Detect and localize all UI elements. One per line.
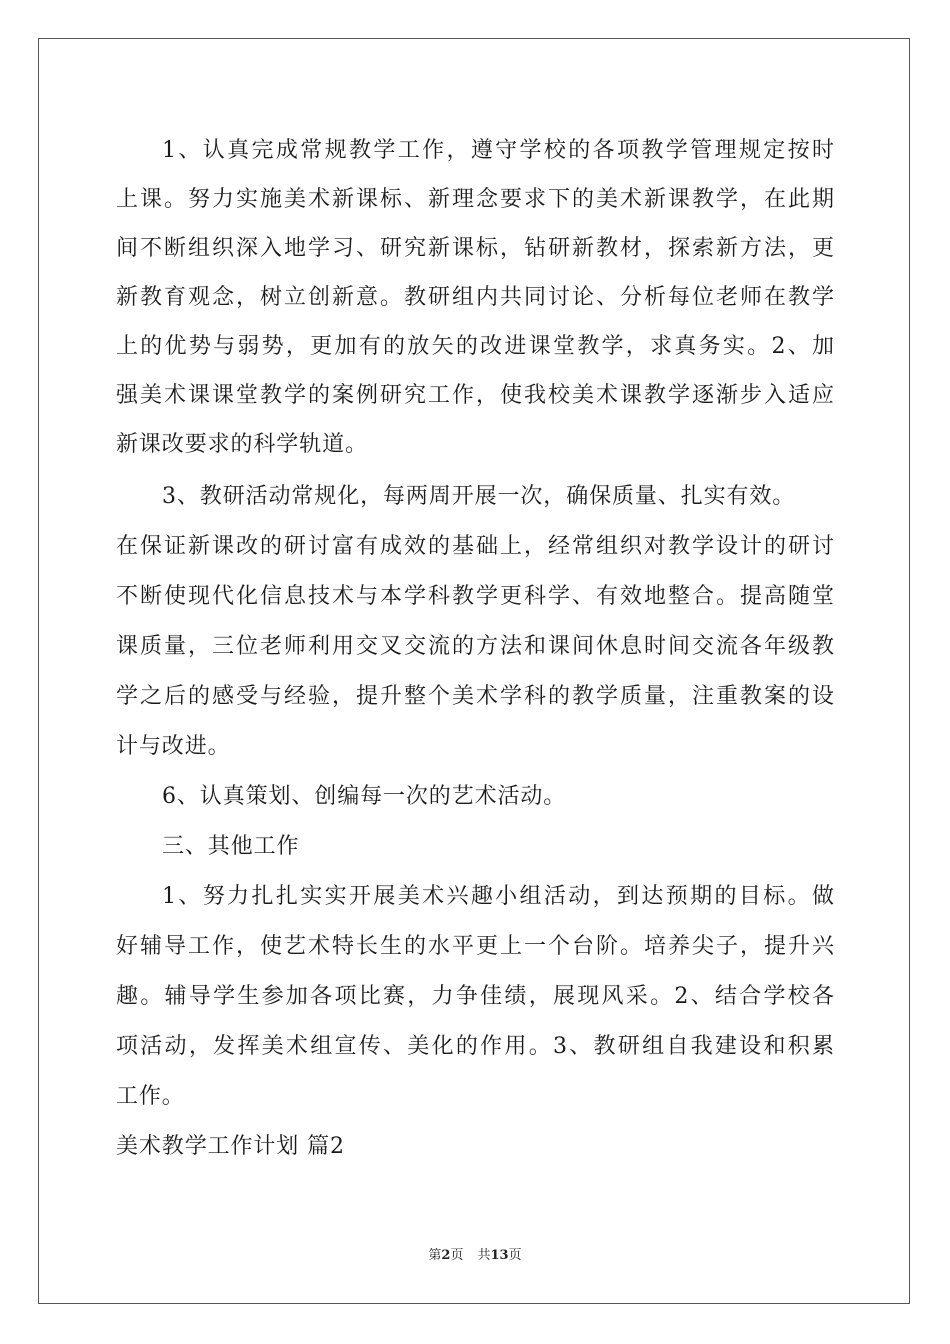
footer-page-suffix: 页 xyxy=(450,1248,464,1263)
page-footer xyxy=(0,1248,950,1264)
footer-total-pages: 13 xyxy=(490,1248,509,1263)
paragraph-1-line-1: 1、认真完成常规教学工作，遵守学校的各项教学管理规定按时 xyxy=(162,138,834,163)
paragraph-1-line-6: 强美术课课堂教学的案例研究工作，使我校美术课教学逐渐步入适应 xyxy=(116,383,834,408)
footer-page-prefix: 第 xyxy=(428,1248,442,1263)
paragraph-5-line-4: 项活动，发挥美术组宣传、美化的作用。3、教研组自我建设和积累 xyxy=(116,1034,834,1059)
page-border xyxy=(38,38,910,1304)
paragraph-5-line-2: 好辅导工作，使艺术特长生的水平更上一个台阶。培养尖子，提升兴 xyxy=(116,934,834,959)
paragraph-2-line-4: 课质量，三位老师利用交叉交流的方法和课间休息时间交流各年级教 xyxy=(116,634,834,659)
paragraph-1-line-3: 间不断组织深入地学习、研究新课标，钻研新教材，探索新方法，更 xyxy=(116,236,834,261)
paragraph-1-line-4: 新教育观念，树立创新意。教研组内共同讨论、分析每位老师在教学 xyxy=(116,285,834,310)
paragraph-2-line-3: 不断使现代化信息技术与本学科教学更科学、有效地整合。提高随堂 xyxy=(116,584,834,609)
paragraph-2-line-1: 3、教研活动常规化，每两周开展一次，确保质量、扎实有效。 xyxy=(162,484,796,509)
paragraph-5-line-1: 1、努力扎扎实实开展美术兴趣小组活动，到达预期的目标。做 xyxy=(162,884,834,909)
footer-total-suffix: 页 xyxy=(508,1248,522,1263)
paragraph-1-line-5: 上的优势与弱势，更加有的放矢的改进课堂教学，求真务实。2、加 xyxy=(116,334,834,359)
paragraph-2-line-5: 学之后的感受与经验，提升整个美术学科的教学质量，注重教案的设 xyxy=(116,684,834,709)
footer-total-prefix: 共 xyxy=(477,1248,491,1263)
paragraph-2-line-6: 计与改进。 xyxy=(116,734,231,759)
paragraph-1-line-2: 上课。努力实施美术新课标、新理念要求下的美术新课教学，在此期 xyxy=(116,187,834,212)
paragraph-2-line-2: 在保证新课改的研讨富有成效的基础上，经常组织对教学设计的研讨 xyxy=(116,534,834,559)
paragraph-5-line-3: 趣。辅导学生参加各项比赛，力争佳绩，展现风采。2、结合学校各 xyxy=(116,984,834,1009)
document-heading: 美术教学工作计划 篇2 xyxy=(116,1134,345,1159)
footer-page-number: 2 xyxy=(441,1248,451,1263)
section-heading-other-work: 三、其他工作 xyxy=(162,834,300,859)
paragraph-3-line-1: 6、认真策划、创编每一次的艺术活动。 xyxy=(162,784,567,809)
paragraph-1-line-7: 新课改要求的科学轨道。 xyxy=(116,432,368,457)
paragraph-5-line-5: 工作。 xyxy=(116,1084,185,1109)
